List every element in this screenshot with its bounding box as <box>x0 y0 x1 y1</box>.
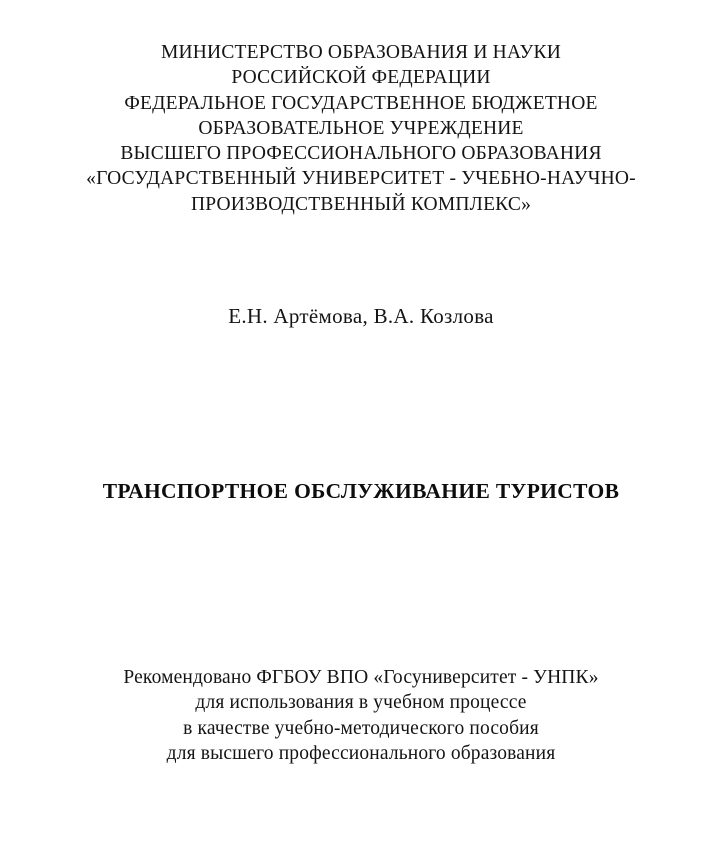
organization-header-line-3: ФЕДЕРАЛЬНОЕ ГОСУДАРСТВЕННОЕ БЮДЖЕТНОЕ <box>124 92 598 114</box>
organization-header-line-4: ОБРАЗОВАТЕЛЬНОЕ УЧРЕЖДЕНИЕ <box>198 117 524 139</box>
recommendation-line-1: Рекомендовано ФГБОУ ВПО «Госуниверситет - УНПК» <box>123 667 599 688</box>
organization-header-line-2: РОССИЙСКОЙ ФЕДЕРАЦИИ <box>231 67 491 89</box>
organization-header-line-5: ВЫСШЕГО ПРОФЕССИОНАЛЬНОГО ОБРАЗОВАНИЯ <box>120 143 602 165</box>
authors-block <box>0 303 722 329</box>
page-title-line: ТРАНСПОРТНОЕ ОБСЛУЖИВАНИЕ ТУРИСТОВ <box>102 479 620 503</box>
recommendation-line-3: в качестве учебно-методического пособия <box>183 717 539 739</box>
recommendation-line-2: для использования в учебном процессе <box>195 692 527 714</box>
page-title <box>0 478 722 505</box>
organization-header-line-1: МИНИСТЕРСТВО ОБРАЗОВАНИЯ И НАУКИ <box>160 42 562 63</box>
organization-header-line-7: ПРОИЗВОДСТВЕННЫЙ КОМПЛЕКС» <box>190 193 532 215</box>
organization-header-line-6: «ГОСУДАРСТВЕННЫЙ УНИВЕРСИТЕТ - УЧЕБНО-НАУЧНО- <box>86 168 636 190</box>
recommendation-block <box>0 665 722 766</box>
organization-header <box>0 40 722 217</box>
authors-line: Е.Н. Артёмова, В.А. Козлова <box>228 304 494 328</box>
recommendation-line-4: для высшего профессионального образования <box>166 742 556 764</box>
